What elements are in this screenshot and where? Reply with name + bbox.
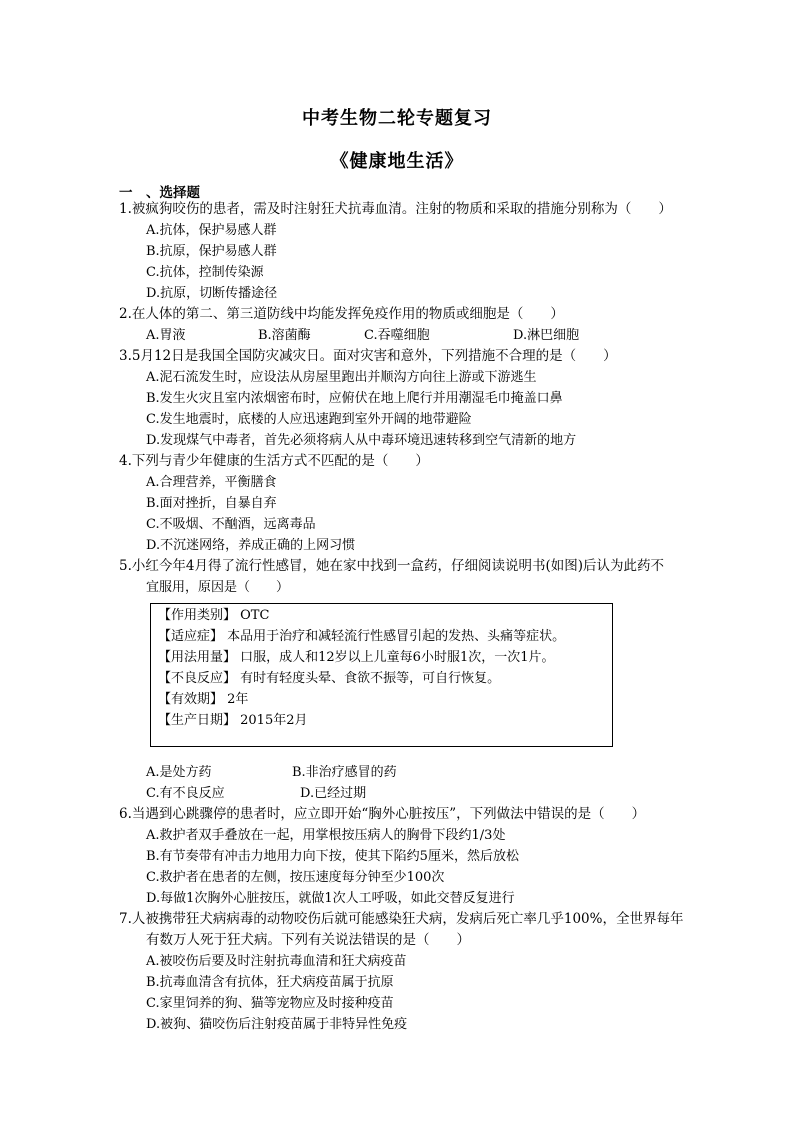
question-7-stem-continued: 有数万人死于狂犬病。下列有关说法错误的是（ ） xyxy=(146,932,470,948)
question-3-option-d: D.发现煤气中毒者，首先必须将病人从中毒环境迅速转移到空气清新的地方 xyxy=(146,433,577,448)
label-line-side-effects: 【不良反应】 有时有轻度头晕、食欲不振等，可自行恢复。 xyxy=(158,671,501,686)
question-2-option-a: A.胃液 xyxy=(146,328,186,343)
question-6-option-b: B.有节奏带有冲击力地用力向下按，使其下陷约5厘米，然后放松 xyxy=(146,849,519,864)
question-6-option-a: A.救护者双手叠放在一起，用掌根按压病人的胸骨下段约1/3处 xyxy=(146,828,506,843)
question-5-option-c: C.有不良反应 xyxy=(146,786,225,801)
label-line-category: 【作用类别】 OTC xyxy=(158,608,270,623)
question-5-stem-continued: 宜服用，原因是（ ） xyxy=(146,580,290,595)
question-7-option-b: B.抗毒血清含有抗体，狂犬病疫苗属于抗原 xyxy=(146,975,394,990)
question-7-option-a: A.被咬伤后要及时注射抗毒血清和狂犬病疫苗 xyxy=(146,954,407,969)
question-4-stem: 4.下列与青少年健康的生活方式不匹配的是（ ） xyxy=(119,453,429,469)
question-4-option-a: A.合理营养，平衡膳食 xyxy=(146,475,277,490)
label-line-validity: 【有效期】 2年 xyxy=(158,692,249,707)
question-1-option-a: A.抗体，保护易感人群 xyxy=(146,223,277,238)
medicine-label-box xyxy=(150,603,613,747)
question-6-option-c: C.救护者在患者的左侧，按压速度每分钟至少100次 xyxy=(146,870,445,885)
question-5-stem: 5.小红今年4月得了流行性感冒，她在家中找到一盒药，仔细阅读说明书(如图)后认为此药不 xyxy=(119,558,665,574)
question-6-option-d: D.每做1次胸外心脏按压，就做1次人工呼吸，如此交替反复进行 xyxy=(146,891,515,906)
section-heading: 一 、选择题 xyxy=(119,185,200,201)
label-line-indication: 【适应症】 本品用于治疗和减轻流行性感冒引起的发热、头痛等症状。 xyxy=(158,629,566,644)
question-7-stem: 7.人被携带狂犬病病毒的动物咬伤后就可能感染狂犬病，发病后死亡率几乎100%，全世界每年 xyxy=(119,911,684,927)
question-3-stem: 3.5月12日是我国全国防灾减灾日。面对灾害和意外，下列措施不合理的是（ ） xyxy=(119,348,617,364)
question-2-option-d: D.淋巴细胞 xyxy=(513,328,580,343)
page-title: 中考生物二轮专题复习 xyxy=(302,108,492,129)
question-5-option-a: A.是处方药 xyxy=(146,765,212,780)
question-1-option-d: D.抗原，切断传播途径 xyxy=(146,286,278,301)
question-2-stem: 2.在人体的第二、第三道防线中均能发挥免疫作用的物质或细胞是（ ） xyxy=(119,306,564,322)
question-3-option-b: B.发生火灾且室内浓烟密布时，应俯伏在地上爬行并用潮湿毛巾掩盖口鼻 xyxy=(146,391,563,406)
question-6-stem: 6.当遇到心跳骤停的患者时，应立即开始“胸外心脏按压”，下列做法中错误的是（ ） xyxy=(119,806,646,822)
question-4-option-d: D.不沉迷网络，养成正确的上网习惯 xyxy=(146,538,356,553)
page-subtitle: 《健康地生活》 xyxy=(330,151,464,172)
question-5-option-b: B.非治疗感冒的药 xyxy=(292,765,397,780)
question-7-option-d: D.被狗、猫咬伤后注射疫苗属于非特异性免疫 xyxy=(146,1017,408,1032)
question-1-option-c: C.抗体，控制传染源 xyxy=(146,265,264,280)
question-4-option-c: C.不吸烟、不酗酒，远离毒品 xyxy=(146,517,316,532)
question-3-option-c: C.发生地震时，底楼的人应迅速跑到室外开阔的地带避险 xyxy=(146,412,472,427)
question-1-option-b: B.抗原，保护易感人群 xyxy=(146,244,277,259)
question-2-option-c: C.吞噬细胞 xyxy=(364,328,430,343)
label-line-dosage: 【用法用量】 口服，成人和12岁以上儿童每6小时服1次，一次1片。 xyxy=(158,650,555,665)
question-7-option-c: C.家里饲养的狗、猫等宠物应及时接种疫苗 xyxy=(146,996,394,1011)
question-1-stem: 1.被疯狗咬伤的患者，需及时注射狂犬抗毒血清。注射的物质和采取的措施分别称为（ ） xyxy=(119,201,672,217)
label-line-production-date: 【生产日期】 2015年2月 xyxy=(158,713,308,728)
question-3-option-a: A.泥石流发生时，应设法从房屋里跑出并顺沟方向往上游或下游逃生 xyxy=(146,370,537,385)
question-2-option-b: B.溶菌酶 xyxy=(258,328,311,343)
question-4-option-b: B.面对挫折，自暴自弃 xyxy=(146,496,277,511)
question-5-option-d: D.已经过期 xyxy=(300,786,367,801)
